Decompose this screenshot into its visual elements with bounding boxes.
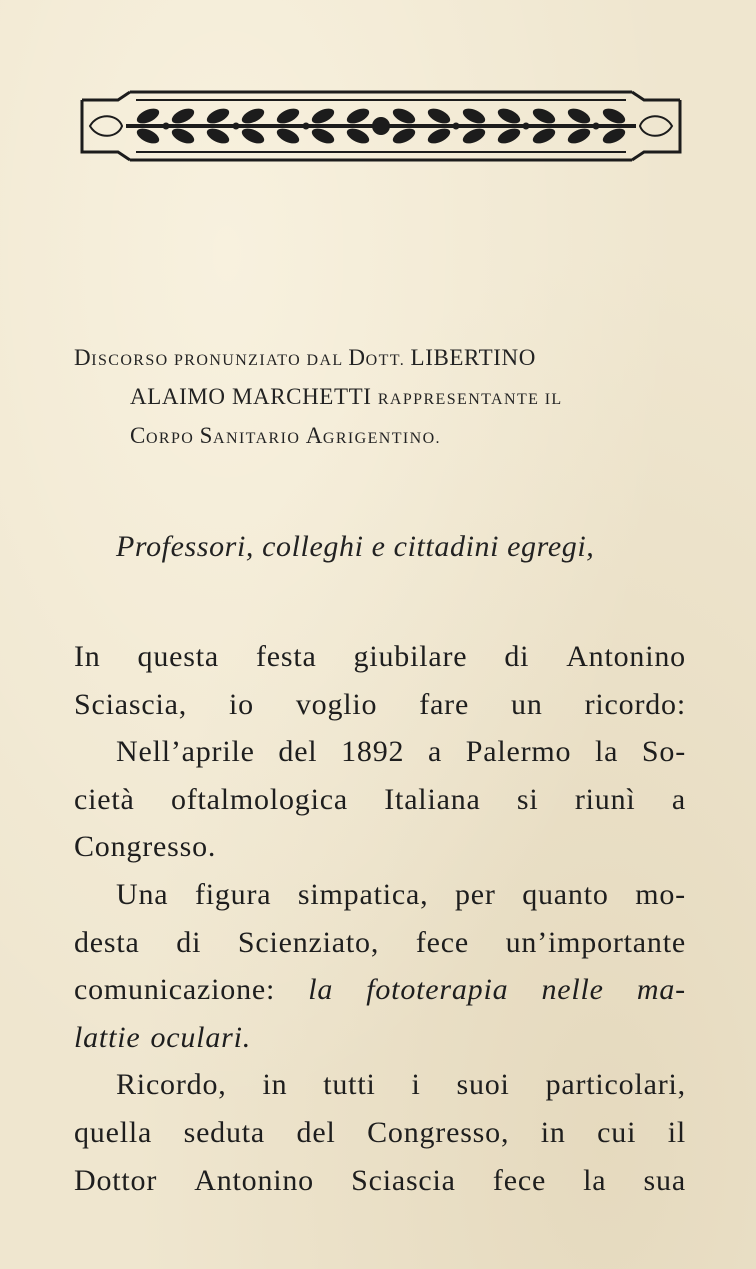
word: la	[308, 973, 334, 1007]
heading-text: ALAIMO MARCHETTI	[130, 384, 378, 409]
word: In	[74, 640, 101, 673]
word: Palermo	[465, 735, 572, 769]
word: ricordo:	[584, 687, 686, 721]
word: un	[511, 687, 543, 721]
word: Scienziato,	[237, 925, 380, 959]
word: Antonino	[194, 1163, 314, 1197]
word: simpatica,	[297, 877, 429, 911]
word: voglio	[295, 687, 378, 721]
heading-line-2	[74, 379, 714, 418]
word: 1892	[341, 735, 405, 769]
word: sua	[643, 1163, 686, 1197]
heading-text: ORPO	[145, 430, 200, 447]
word: particolari,	[545, 1068, 686, 1102]
word: quella	[74, 1115, 153, 1149]
text-line	[74, 1157, 686, 1205]
word: fece	[492, 1163, 547, 1197]
text-line	[74, 1014, 686, 1062]
text-line	[74, 728, 686, 776]
word: festa	[255, 640, 317, 673]
word: ma-	[636, 973, 686, 1007]
word: la	[583, 1163, 607, 1197]
text-line	[74, 919, 686, 967]
word: la	[594, 735, 619, 769]
word: in	[262, 1068, 288, 1102]
word: quanto	[522, 877, 609, 911]
word: il	[667, 1115, 686, 1149]
word: cietà	[74, 782, 135, 816]
text-line	[74, 823, 686, 871]
word: fototerapia	[366, 973, 509, 1007]
word: Una	[116, 877, 169, 911]
text-line	[74, 633, 686, 681]
word: Congresso,	[367, 1115, 510, 1149]
word: seduta	[183, 1115, 266, 1149]
word: io	[228, 687, 254, 721]
heading-line-1	[74, 340, 714, 379]
heading-text: A	[305, 423, 323, 448]
word: Nell’aprile	[116, 735, 255, 769]
text-line	[74, 776, 686, 824]
word: a	[427, 735, 443, 769]
word: riunì	[574, 782, 636, 816]
word: suoi	[456, 1068, 510, 1102]
word: di	[176, 925, 202, 959]
heading-text: RAPPRESENTANTE IL	[377, 391, 563, 408]
text-line	[74, 871, 686, 919]
word: lattie	[74, 1020, 141, 1054]
heading-text: D	[74, 345, 92, 370]
word: comunicazione:	[74, 973, 276, 1007]
salutation: Professori, colleghi e cittadini egregi,	[116, 530, 595, 563]
heading-text: D	[348, 345, 366, 370]
word: del	[296, 1115, 336, 1149]
word: Italiana	[384, 782, 481, 816]
word: oculari.	[150, 1020, 252, 1054]
word: per	[454, 877, 496, 911]
word: Antonino	[566, 640, 686, 673]
word: So-	[641, 735, 686, 769]
text-line	[74, 681, 686, 729]
heading-text: ISCORSO PRONUNZIATO DAL	[91, 352, 349, 369]
word: cui	[597, 1115, 637, 1149]
text-line	[74, 1109, 686, 1157]
word: Sciascia,	[74, 687, 187, 721]
word: mo-	[635, 877, 686, 911]
word: figura	[194, 877, 272, 911]
word: un’importante	[505, 925, 686, 959]
text-line	[74, 1061, 686, 1109]
word: si	[516, 782, 539, 816]
word: desta	[74, 925, 140, 959]
heading-line-3	[74, 418, 714, 457]
word: di	[504, 640, 530, 673]
word: Dottor	[74, 1163, 158, 1197]
word: Sciascia	[351, 1163, 456, 1197]
word: fece	[415, 925, 469, 959]
word: giubilare	[353, 640, 468, 673]
speech-heading	[74, 340, 714, 457]
word: oftalmologica	[170, 782, 348, 816]
word: tutti	[323, 1068, 376, 1102]
word: del	[278, 735, 318, 769]
heading-text: LIBERTINO	[410, 345, 536, 370]
heading-text: GRIGENTINO.	[322, 430, 441, 447]
word: Congresso.	[74, 830, 217, 864]
word: i	[411, 1068, 421, 1102]
word: fare	[419, 687, 470, 721]
body-text	[74, 633, 686, 1204]
word: questa	[137, 640, 219, 673]
heading-text: OTT.	[365, 352, 411, 369]
heading-text: S	[199, 423, 214, 448]
text-line	[74, 966, 686, 1014]
decorative-header-ornament	[78, 82, 684, 170]
heading-text: C	[130, 423, 146, 448]
word: nelle	[541, 973, 604, 1007]
heading-text: ANITARIO	[213, 430, 306, 447]
word: a	[671, 782, 686, 816]
word: in	[540, 1115, 566, 1149]
word: Ricordo,	[116, 1068, 227, 1102]
